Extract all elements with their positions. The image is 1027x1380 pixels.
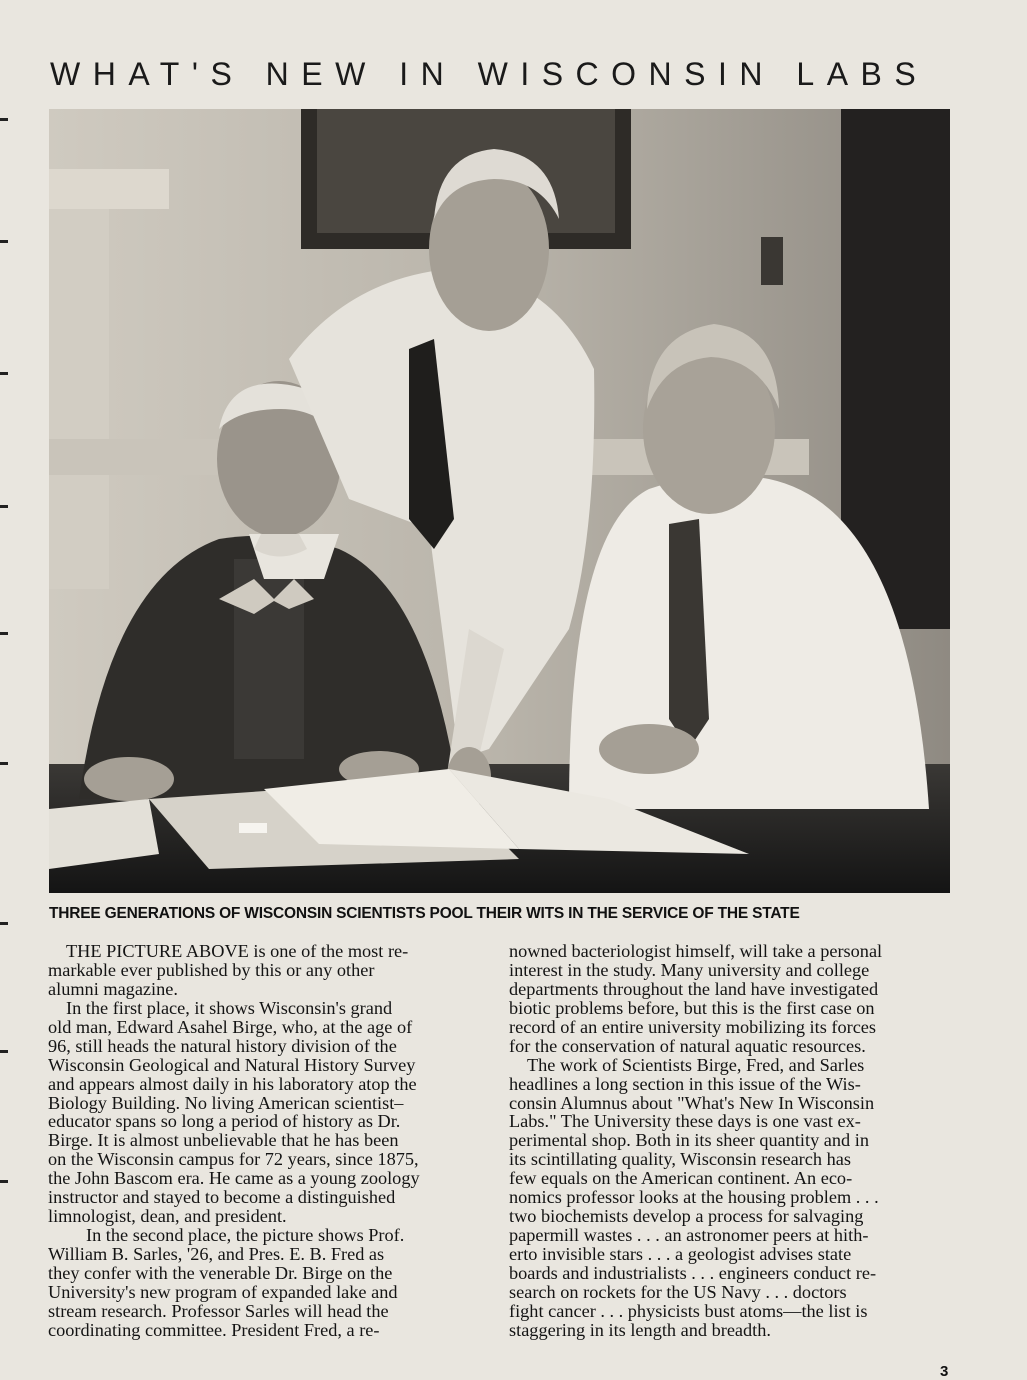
binding-mark	[0, 762, 8, 765]
text-line: and appears almost daily in his laboratory atop the	[48, 1073, 417, 1094]
text-line: In the second place, the picture shows Prof.	[86, 1225, 405, 1246]
text-line: nomics professor looks at the housing problem . . .	[509, 1187, 879, 1208]
binding-mark	[0, 372, 8, 375]
binding-mark	[0, 1180, 8, 1183]
text-line: erto invisible stars . . . a geologist advises state	[509, 1244, 852, 1264]
photo-caption: THREE GENERATIONS OF WISCONSIN SCIENTISTS POOL THEIR WITS IN THE SERVICE OF THE STATE	[49, 905, 800, 922]
binding-mark	[0, 922, 8, 925]
text-line: Wisconsin Geological and Natural History Survey	[48, 1054, 416, 1075]
text-line: boards and industrialists . . . engineers conduct re-	[509, 1262, 877, 1283]
binding-mark	[0, 1050, 8, 1053]
text-line: alumni magazine.	[48, 978, 178, 999]
article-column-right	[509, 942, 954, 1340]
text-line: search on rockets for the US Navy . . . doctors	[509, 1281, 847, 1302]
text-line: University's new program of expanded lake and	[48, 1281, 398, 1302]
text-line: record of an entire university mobilizing its forces	[509, 1016, 877, 1037]
text-line: Biology Building. No living American scientist–	[48, 1092, 404, 1113]
binding-mark	[0, 505, 8, 508]
text-line: limnologist, dean, and president.	[48, 1206, 287, 1227]
text-line: stream research. Professor Sarles will head the	[48, 1300, 389, 1321]
text-line: THE PICTURE ABOVE is one of the most re-	[66, 941, 409, 961]
text-line: the John Bascom era. He came as a young zoology	[48, 1168, 420, 1189]
binding-mark	[0, 240, 8, 243]
text-line: departments throughout the land have investigated	[509, 978, 879, 999]
binding-mark	[0, 632, 8, 635]
text-line: 96, still heads the natural history division of the	[48, 1035, 397, 1056]
text-line: they confer with the venerable Dr. Birge on the	[48, 1262, 393, 1283]
text-line: William B. Sarles, '26, and Pres. E. B. Fred as	[48, 1244, 385, 1264]
article-photo	[49, 109, 950, 893]
text-line: markable ever published by this or any other	[48, 959, 375, 980]
text-line: In the first place, it shows Wisconsin's grand	[66, 997, 393, 1018]
text-line: consin Alumnus about "What's New In Wisconsin	[509, 1092, 875, 1113]
photo-illustration	[49, 109, 950, 893]
text-line: for the conservation of natural aquatic resources.	[509, 1035, 866, 1056]
text-line: old man, Edward Asahel Birge, who, at the age of	[48, 1016, 413, 1037]
text-line: papermill wastes . . . an astronomer peers at hith-	[509, 1225, 869, 1246]
text-line: educator spans so long a period of history as Dr.	[48, 1111, 401, 1132]
text-line: few equals on the American continent. An eco-	[509, 1168, 853, 1189]
text-line: nowned bacteriologist himself, will take a personal	[509, 941, 883, 961]
binding-mark	[0, 118, 8, 121]
text-line: Birge. It is almost unbelievable that he has been	[48, 1130, 399, 1151]
text-line: interest in the study. Many university and college	[509, 959, 870, 980]
text-line: Labs." The University these days is one vast ex-	[509, 1111, 861, 1132]
page-header-title: WHAT'S NEW IN WISCONSIN LABS	[50, 56, 929, 92]
text-line: its scintillating quality, Wisconsin research has	[509, 1149, 851, 1170]
text-line: coordinating committee. President Fred, a re-	[48, 1319, 380, 1340]
text-line: instructor and stayed to become a distinguished	[48, 1187, 396, 1208]
article-column-left	[48, 942, 488, 1340]
text-line: headlines a long section in this issue of the Wis-	[509, 1073, 861, 1094]
text-line: fight cancer . . . physicists bust atoms—the list is	[509, 1300, 868, 1321]
text-line: biotic problems before, but this is the first case on	[509, 997, 875, 1018]
page-number: 3	[940, 1363, 949, 1380]
text-line: The work of Scientists Birge, Fred, and Sarles	[527, 1054, 865, 1075]
text-line: staggering in its length and breadth.	[509, 1319, 771, 1340]
text-line: perimental shop. Both in its sheer quantity and in	[509, 1130, 869, 1151]
text-line: two biochemists develop a process for salvaging	[509, 1206, 864, 1227]
text-line: on the Wisconsin campus for 72 years, since 1875,	[48, 1149, 419, 1170]
